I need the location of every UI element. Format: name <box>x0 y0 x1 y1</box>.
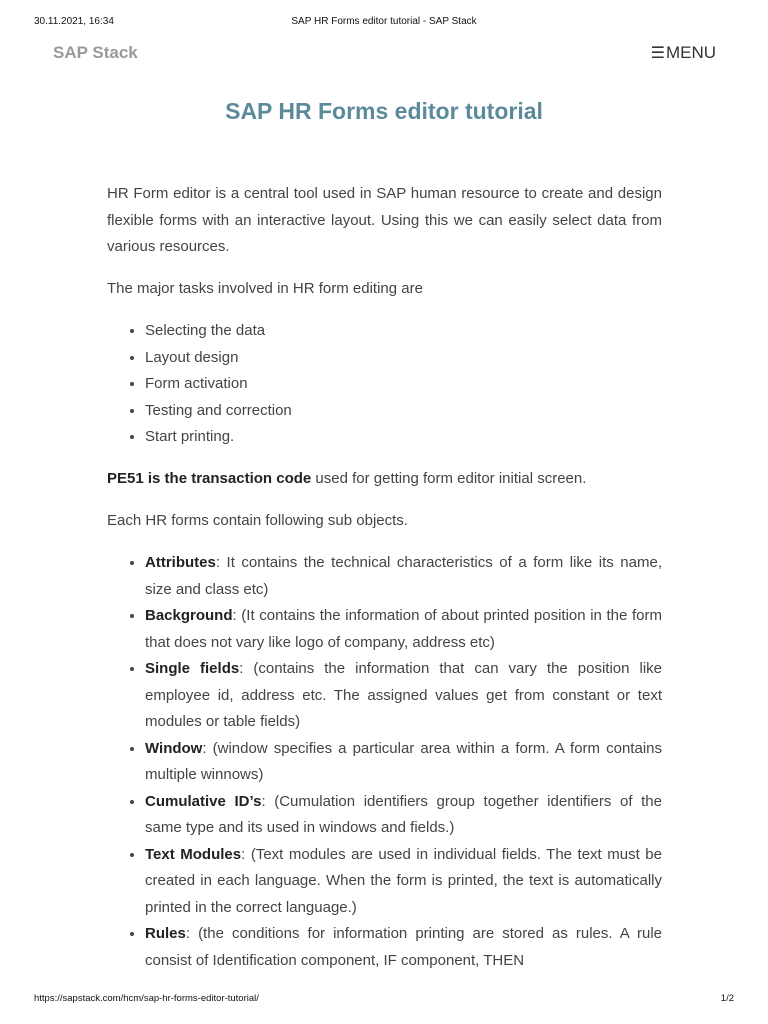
list-item: • Layout design <box>145 345 662 372</box>
subobject-term: Single fields <box>145 660 240 677</box>
subobject-term: Background <box>145 607 233 624</box>
print-datetime: 30.11.2021, 16:34 <box>34 16 114 27</box>
list-item <box>145 656 662 736</box>
subobject-term: Text Modules <box>145 845 242 863</box>
site-nav <box>53 42 716 66</box>
subobject-desc: : (window specifies a particular area within a form. A form contains multiple winnows) <box>145 739 662 783</box>
print-header <box>34 16 734 30</box>
list-item: • Start printing. <box>145 424 662 451</box>
list-item <box>145 550 662 603</box>
subobject-term: Attributes <box>145 554 216 571</box>
list-item: • Form activation <box>145 371 662 398</box>
list-item: • Testing and correction <box>145 398 662 425</box>
print-document-title: SAP HR Forms editor tutorial - SAP Stack <box>291 16 477 27</box>
tcode-paragraph <box>107 466 662 493</box>
tcode-bold: PE51 is the transaction code <box>107 470 312 487</box>
subobjects-intro: Each HR forms contain following sub objects. <box>107 512 408 529</box>
list-item <box>145 789 662 842</box>
subobject-desc: : (It contains the information of about printed position in the form that does not vary like logo of company, address etc) <box>145 607 662 651</box>
subobject-desc: : (the conditions for information printing are stored as rules. A rule consist of Identification component, IF component, THEN <box>145 925 662 969</box>
subobject-term: Cumulative ID’s <box>145 792 262 810</box>
subobjects-list <box>107 550 662 974</box>
hamburger-icon: ☰ <box>650 45 665 62</box>
tasks-intro: The major tasks involved in HR form editing are <box>107 280 423 297</box>
list-item <box>145 736 662 789</box>
subobject-term: Rules <box>145 925 186 942</box>
page-title: SAP HR Forms editor tutorial <box>225 98 543 124</box>
print-url: https://sapstack.com/hcm/sap-hr-forms-editor-tutorial/ <box>34 993 259 1004</box>
site-logo[interactable]: SAP Stack <box>53 43 138 62</box>
list-item <box>145 921 662 974</box>
list-item <box>145 603 662 656</box>
tcode-rest: used for getting form editor initial screen. <box>311 470 587 487</box>
menu-button[interactable] <box>651 43 716 63</box>
print-page-number: 1/2 <box>720 993 734 1004</box>
subobject-desc: : (Text modules are used in individual fields. The text must be created in each language. When the form is printed, the text is automatically printed in the correct language.) <box>145 845 662 916</box>
list-item <box>145 842 662 922</box>
intro-paragraph: HR Form editor is a central tool used in SAP human resource to create and design flexible forms with an interactive layout. Using this we can easily select data from various resources. <box>107 185 662 255</box>
subobject-desc: : (contains the information that can vary the position like employee id, address etc. The assigned values get from constant or text modules or table fields) <box>145 660 662 730</box>
tasks-list <box>107 318 662 451</box>
list-item: • Selecting the data <box>145 318 662 345</box>
subobject-term: Window <box>145 739 203 757</box>
subobject-desc: : (Cumulation identifiers group together identifiers of the same type and its used in windows and fields.) <box>145 792 662 836</box>
print-footer <box>34 993 734 1007</box>
menu-label: MENU <box>665 43 716 62</box>
article-body <box>107 181 662 990</box>
subobject-desc: : It contains the technical characteristics of a form like its name, size and class etc) <box>145 554 662 598</box>
